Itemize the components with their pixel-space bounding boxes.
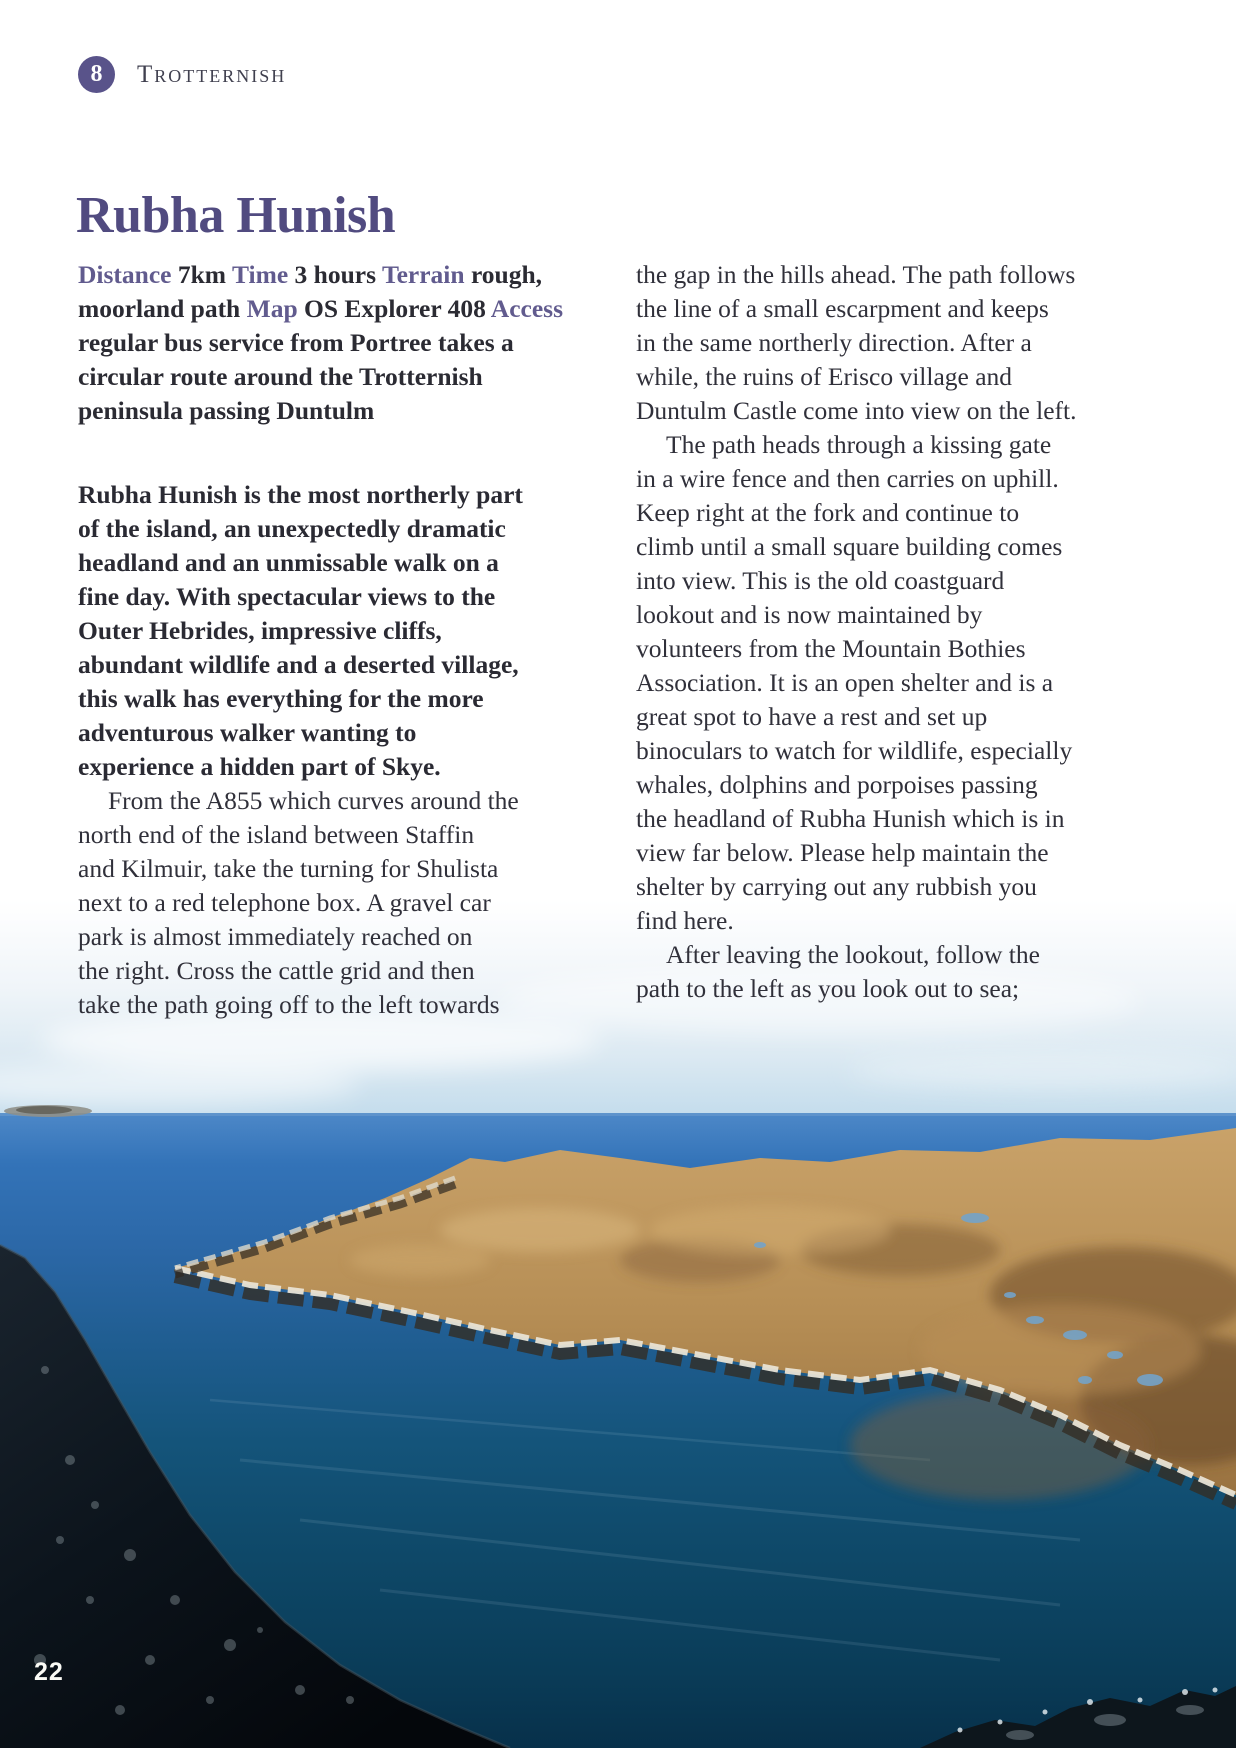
text-line: adventurous walker wanting to xyxy=(78,718,417,747)
body-paragraph xyxy=(636,428,1126,938)
info-keyword: Access xyxy=(490,294,564,323)
headland-photo xyxy=(0,900,1236,1748)
left-column xyxy=(78,258,590,1022)
section-title: Trotternish xyxy=(137,60,287,88)
info-keyword: Time xyxy=(231,260,289,289)
text-line: volunteers from the Mountain Bothies xyxy=(636,634,1026,663)
page-header xyxy=(78,56,286,93)
text-line: and Kilmuir, take the turning for Shulista xyxy=(78,854,499,883)
text-line: view far below. Please help maintain the xyxy=(636,838,1049,867)
page-title: Rubha Hunish xyxy=(76,187,396,244)
text-line: next to a red telephone box. A gravel car xyxy=(78,888,491,917)
info-keyword: Terrain xyxy=(381,260,465,289)
text-line: abundant wildlife and a deserted village, xyxy=(78,650,519,679)
text-line: of the island, an unexpectedly dramatic xyxy=(78,514,506,543)
text-line: into view. This is the old coastguard xyxy=(636,566,1005,595)
text-line: Outer Hebrides, impressive cliffs, xyxy=(78,616,442,645)
text-line: take the path going off to the left towards xyxy=(78,990,500,1019)
text-line: the gap in the hills ahead. The path follows xyxy=(636,260,1076,289)
info-value: rough, moorland path xyxy=(78,260,543,323)
info-keyword: Map xyxy=(246,294,298,323)
text-line: in a wire fence and then carries on uphill. xyxy=(636,464,1059,493)
body-paragraph xyxy=(636,258,1126,428)
text-line: Duntulm Castle come into view on the left. xyxy=(636,396,1077,425)
text-line: path to the left as you look out to sea; xyxy=(636,974,1020,1003)
intro-paragraph xyxy=(78,478,590,784)
text-line: After leaving the lookout, follow the xyxy=(666,940,1040,969)
right-column xyxy=(636,258,1126,1006)
text-line: this walk has everything for the more xyxy=(78,684,484,713)
text-line: the line of a small escarpment and keeps xyxy=(636,294,1049,323)
text-line: experience a hidden part of Skye. xyxy=(78,752,441,781)
info-value: 3 hours xyxy=(288,260,382,289)
info-value: regular bus service from Portree takes a circular route around the Trotternish peninsula passing Duntulm xyxy=(78,328,514,425)
text-line: fine day. With spectacular views to the xyxy=(78,582,496,611)
text-line: Association. It is an open shelter and is a xyxy=(636,668,1054,697)
info-keyword: Distance xyxy=(78,260,172,289)
page-number: 22 xyxy=(34,1658,64,1686)
text-line: From the A855 which curves around the xyxy=(108,786,519,815)
text-line: great spot to have a rest and set up xyxy=(636,702,988,731)
text-line: headland and an unmissable walk on a xyxy=(78,548,499,577)
text-line: park is almost immediately reached on xyxy=(78,922,473,951)
text-line: the headland of Rubha Hunish which is in xyxy=(636,804,1065,833)
text-line: Rubha Hunish is the most northerly part xyxy=(78,480,523,509)
body-paragraph xyxy=(78,784,590,1022)
route-number-badge: 8 xyxy=(78,56,115,93)
text-line: shelter by carrying out any rubbish you xyxy=(636,872,1037,901)
text-line: find here. xyxy=(636,906,734,935)
info-value: OS Explorer 408 xyxy=(297,294,491,323)
text-line: north end of the island between Staffin xyxy=(78,820,475,849)
headland-photo-art xyxy=(0,900,1236,1748)
text-line: whales, dolphins and porpoises passing xyxy=(636,770,1038,799)
text-line: The path heads through a kissing gate xyxy=(666,430,1052,459)
body-paragraph xyxy=(636,938,1126,1006)
route-info-block xyxy=(78,258,590,428)
text-line: the right. Cross the cattle grid and then xyxy=(78,956,475,985)
text-line: Keep right at the fork and continue to xyxy=(636,498,1020,527)
text-line: in the same northerly direction. After a xyxy=(636,328,1032,357)
text-line: lookout and is now maintained by xyxy=(636,600,983,629)
text-line: while, the ruins of Erisco village and xyxy=(636,362,1013,391)
info-value: 7km xyxy=(171,260,232,289)
text-line: climb until a small square building comes xyxy=(636,532,1063,561)
text-line: binoculars to watch for wildlife, especially xyxy=(636,736,1073,765)
